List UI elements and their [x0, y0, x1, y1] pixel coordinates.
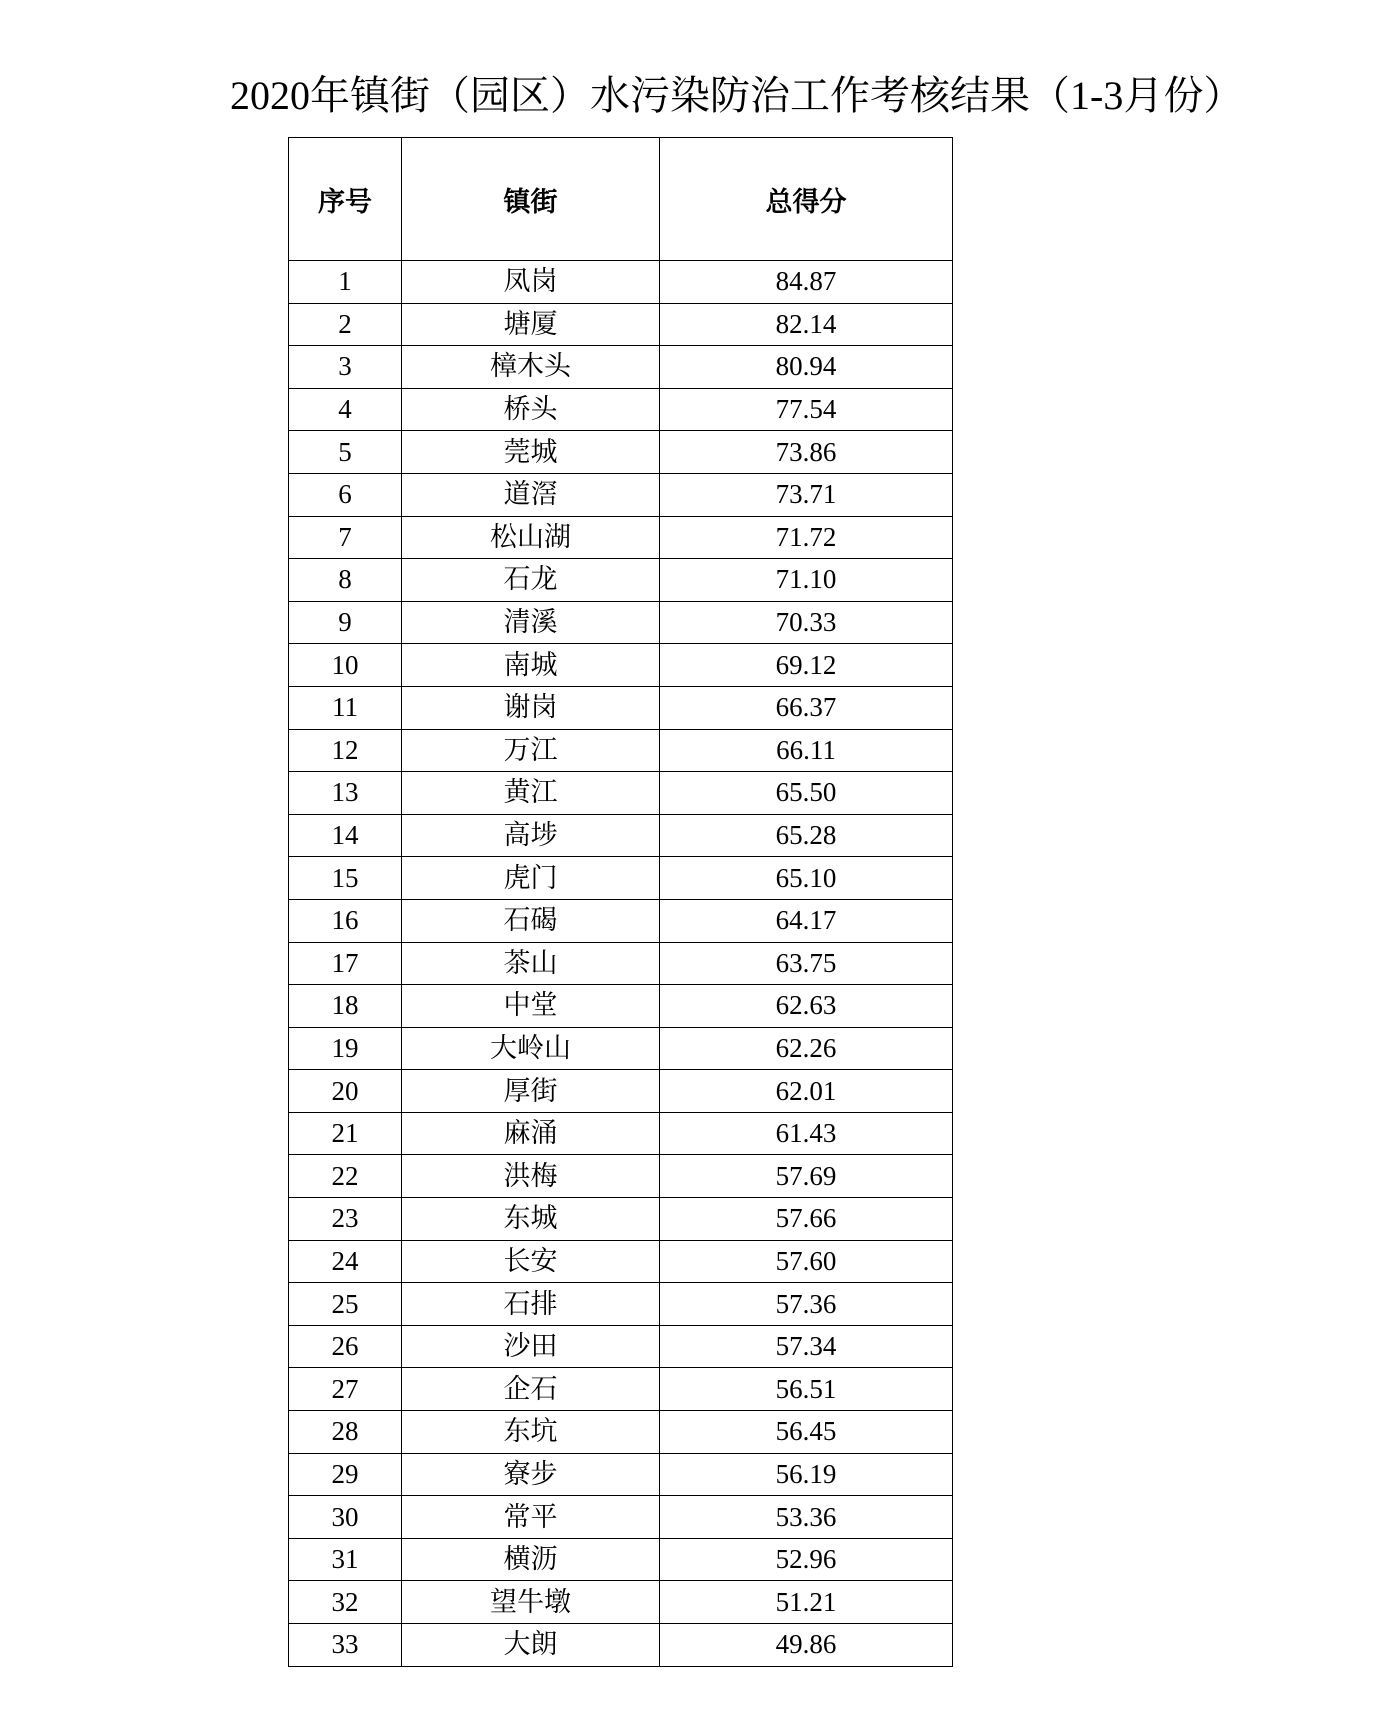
- cell-index: 16: [289, 899, 402, 942]
- cell-index: 31: [289, 1538, 402, 1581]
- cell-index: 11: [289, 686, 402, 729]
- cell-town: 寮步: [402, 1453, 660, 1496]
- cell-town: 麻涌: [402, 1112, 660, 1155]
- cell-score: 65.50: [660, 772, 953, 815]
- cell-score: 51.21: [660, 1581, 953, 1624]
- cell-index: 1: [289, 261, 402, 304]
- cell-town: 松山湖: [402, 516, 660, 559]
- cell-town: 大朗: [402, 1624, 660, 1667]
- cell-town: 中堂: [402, 985, 660, 1028]
- cell-index: 25: [289, 1283, 402, 1326]
- cell-score: 71.72: [660, 516, 953, 559]
- cell-score: 52.96: [660, 1538, 953, 1581]
- cell-score: 84.87: [660, 261, 953, 304]
- cell-town: 茶山: [402, 942, 660, 985]
- table-row: [289, 559, 953, 602]
- table-row: [289, 644, 953, 687]
- cell-index: 6: [289, 473, 402, 516]
- cell-score: 62.26: [660, 1027, 953, 1070]
- table-row: [289, 261, 953, 304]
- cell-index: 15: [289, 857, 402, 900]
- cell-score: 73.71: [660, 473, 953, 516]
- cell-index: 32: [289, 1581, 402, 1624]
- cell-score: 70.33: [660, 601, 953, 644]
- cell-town: 道滘: [402, 473, 660, 516]
- table-row: [289, 1453, 953, 1496]
- cell-score: 65.28: [660, 814, 953, 857]
- table-row: [289, 516, 953, 559]
- cell-score: 73.86: [660, 431, 953, 474]
- table-row: [289, 346, 953, 389]
- cell-town: 南城: [402, 644, 660, 687]
- table-row: [289, 942, 953, 985]
- cell-score: 57.36: [660, 1283, 953, 1326]
- table-body: [289, 261, 953, 1667]
- cell-score: 57.60: [660, 1240, 953, 1283]
- cell-index: 9: [289, 601, 402, 644]
- cell-town: 东城: [402, 1198, 660, 1241]
- cell-index: 23: [289, 1198, 402, 1241]
- cell-score: 56.51: [660, 1368, 953, 1411]
- cell-index: 5: [289, 431, 402, 474]
- cell-index: 33: [289, 1624, 402, 1667]
- cell-score: 56.19: [660, 1453, 953, 1496]
- table-header-row: [289, 138, 953, 261]
- table-row: [289, 1624, 953, 1667]
- cell-score: 82.14: [660, 303, 953, 346]
- table-row: [289, 1496, 953, 1539]
- cell-town: 石碣: [402, 899, 660, 942]
- cell-index: 20: [289, 1070, 402, 1113]
- cell-score: 57.34: [660, 1325, 953, 1368]
- cell-town: 清溪: [402, 601, 660, 644]
- table-row: [289, 899, 953, 942]
- cell-score: 66.37: [660, 686, 953, 729]
- cell-index: 27: [289, 1368, 402, 1411]
- table-row: [289, 1283, 953, 1326]
- cell-index: 4: [289, 388, 402, 431]
- cell-town: 石排: [402, 1283, 660, 1326]
- cell-score: 56.45: [660, 1411, 953, 1454]
- cell-index: 21: [289, 1112, 402, 1155]
- table-row: [289, 985, 953, 1028]
- cell-town: 谢岗: [402, 686, 660, 729]
- cell-index: 10: [289, 644, 402, 687]
- table-row: [289, 388, 953, 431]
- cell-score: 80.94: [660, 346, 953, 389]
- table-row: [289, 1027, 953, 1070]
- cell-index: 8: [289, 559, 402, 602]
- cell-town: 洪梅: [402, 1155, 660, 1198]
- cell-town: 横沥: [402, 1538, 660, 1581]
- table-row: [289, 1155, 953, 1198]
- cell-town: 企石: [402, 1368, 660, 1411]
- cell-town: 常平: [402, 1496, 660, 1539]
- cell-index: 22: [289, 1155, 402, 1198]
- cell-index: 18: [289, 985, 402, 1028]
- cell-score: 57.69: [660, 1155, 953, 1198]
- table-row: [289, 1325, 953, 1368]
- cell-score: 64.17: [660, 899, 953, 942]
- results-table: [288, 137, 953, 1667]
- cell-score: 62.63: [660, 985, 953, 1028]
- cell-town: 樟木头: [402, 346, 660, 389]
- cell-score: 66.11: [660, 729, 953, 772]
- table-row: [289, 1368, 953, 1411]
- header-town: 镇街: [402, 138, 660, 261]
- cell-index: 7: [289, 516, 402, 559]
- cell-index: 30: [289, 1496, 402, 1539]
- cell-score: 65.10: [660, 857, 953, 900]
- cell-index: 26: [289, 1325, 402, 1368]
- table-row: [289, 473, 953, 516]
- cell-index: 17: [289, 942, 402, 985]
- cell-score: 61.43: [660, 1112, 953, 1155]
- cell-town: 万江: [402, 729, 660, 772]
- header-index: 序号: [289, 138, 402, 261]
- table-row: [289, 814, 953, 857]
- cell-score: 63.75: [660, 942, 953, 985]
- cell-town: 高埗: [402, 814, 660, 857]
- cell-index: 14: [289, 814, 402, 857]
- table-row: [289, 1538, 953, 1581]
- table-row: [289, 729, 953, 772]
- cell-score: 69.12: [660, 644, 953, 687]
- cell-index: 2: [289, 303, 402, 346]
- table-row: [289, 1198, 953, 1241]
- cell-town: 塘厦: [402, 303, 660, 346]
- cell-index: 29: [289, 1453, 402, 1496]
- cell-index: 12: [289, 729, 402, 772]
- cell-index: 3: [289, 346, 402, 389]
- cell-town: 虎门: [402, 857, 660, 900]
- cell-town: 石龙: [402, 559, 660, 602]
- table-row: [289, 857, 953, 900]
- document-title: 2020年镇街（园区）水污染防治工作考核结果（1-3月份）: [230, 73, 1244, 118]
- cell-town: 黄江: [402, 772, 660, 815]
- cell-index: 13: [289, 772, 402, 815]
- table-row: [289, 601, 953, 644]
- table-row: [289, 686, 953, 729]
- table-row: [289, 431, 953, 474]
- table-row: [289, 1070, 953, 1113]
- cell-town: 沙田: [402, 1325, 660, 1368]
- cell-score: 57.66: [660, 1198, 953, 1241]
- cell-town: 桥头: [402, 388, 660, 431]
- cell-score: 71.10: [660, 559, 953, 602]
- cell-town: 凤岗: [402, 261, 660, 304]
- cell-score: 49.86: [660, 1624, 953, 1667]
- cell-town: 厚街: [402, 1070, 660, 1113]
- cell-score: 53.36: [660, 1496, 953, 1539]
- cell-score: 77.54: [660, 388, 953, 431]
- cell-town: 东坑: [402, 1411, 660, 1454]
- cell-town: 望牛墩: [402, 1581, 660, 1624]
- table-row: [289, 1112, 953, 1155]
- cell-town: 莞城: [402, 431, 660, 474]
- cell-town: 大岭山: [402, 1027, 660, 1070]
- cell-town: 长安: [402, 1240, 660, 1283]
- table-header: [289, 138, 953, 261]
- table-row: [289, 1411, 953, 1454]
- table-row: [289, 1581, 953, 1624]
- table-row: [289, 1240, 953, 1283]
- header-score: 总得分: [660, 138, 953, 261]
- cell-score: 62.01: [660, 1070, 953, 1113]
- cell-index: 24: [289, 1240, 402, 1283]
- table-row: [289, 772, 953, 815]
- cell-index: 19: [289, 1027, 402, 1070]
- cell-index: 28: [289, 1411, 402, 1454]
- table-row: [289, 303, 953, 346]
